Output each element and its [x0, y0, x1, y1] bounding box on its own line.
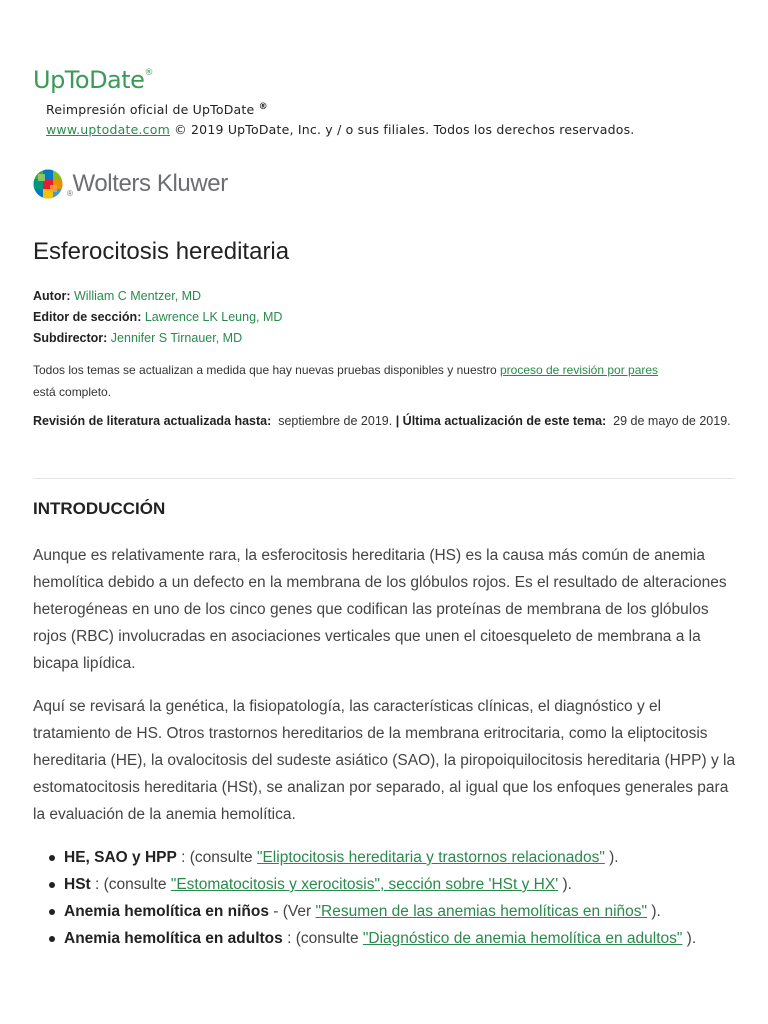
wolters-kluwer-text [67, 170, 228, 198]
lit-review-label: Revisión de literatura actualizada hasta: [33, 414, 272, 428]
wolters-kluwer-globe-icon [33, 169, 63, 199]
list-item-term: HE, SAO y HPP [64, 849, 177, 866]
related-topics-list [33, 844, 738, 952]
uptodate-logo[interactable] [33, 66, 153, 94]
list-item-term: Anemia hemolítica en adultos [64, 930, 283, 947]
author-name[interactable]: William C Mentzer, MD [73, 289, 202, 303]
list-item-pre: : (consulte [176, 849, 257, 866]
author-label: Autor: [33, 289, 71, 303]
list-item-link[interactable]: "Resumen de las anemias hemolíticas en niños" [315, 903, 648, 920]
section-title: INTRODUCCIÓN [33, 499, 166, 518]
publisher-mark: ® [67, 189, 73, 198]
last-update-date: 29 de mayo de 2019. [613, 414, 731, 428]
bullet-icon [49, 855, 55, 861]
bullet-icon [49, 909, 55, 915]
list-item-term: HSt [64, 876, 91, 893]
update-note-end: está completo. [33, 385, 112, 399]
update-note [33, 359, 733, 403]
list-item-link[interactable]: "Eliptocitosis hereditaria y trastornos relacionados" [256, 849, 605, 866]
section-editor-name[interactable]: Lawrence LK Leung, MD [144, 310, 283, 324]
copyright-text: © 2019 UpToDate, Inc. y / o sus filiales. Todos los derechos reservados. [174, 122, 635, 137]
list-item [33, 871, 738, 898]
update-note-text: Todos los temas se actualizan a medida que hay nuevas pruebas disponibles y nuestro [33, 363, 497, 377]
intro-paragraph-1: Aunque es relativamente rara, la esferocitosis hereditaria (HS) es la causa más común de anemia hemolítica debido a un defecto en la membrana de los glóbulos rojos. Es el resultado de alteraciones heterogéneas en uno de los cinco genes que codifican las proteínas de membrana de los glóbulos rojos (RBC) involucradas en asociaciones verticales que unen el citoesqueleto de membrana a la bicapa lipídica. [33, 547, 727, 672]
list-item-term: Anemia hemolítica en niños [64, 903, 269, 920]
article-title: Esferocitosis hereditaria [33, 238, 290, 265]
website-link[interactable]: www.uptodate.com [46, 122, 170, 137]
deputy-editor-label: Subdirector: [33, 331, 108, 345]
list-item-pre: : (consulte [282, 930, 363, 947]
list-item [33, 925, 738, 952]
reprint-registered-mark: ® [258, 102, 268, 112]
separator: | [395, 414, 400, 428]
list-item-post: ). [647, 903, 661, 920]
lit-review-date: septiembre de 2019. [278, 414, 393, 428]
list-item-post: ). [558, 876, 572, 893]
last-update-label: Última actualización de este tema: [402, 414, 607, 428]
publisher-name: Wolters Kluwer [72, 170, 228, 197]
list-item [33, 898, 738, 925]
reprint-text: Reimpresión oficial de UpToDate [46, 102, 255, 118]
peer-review-link[interactable]: proceso de revisión por pares [499, 363, 659, 377]
uptodate-logo-text: UpToDate [33, 66, 145, 94]
list-item-pre: - (Ver [269, 903, 316, 920]
list-item-link[interactable]: "Estomatocitosis y xerocitosis", sección sobre 'HSt y HX' [170, 876, 559, 893]
intro-paragraph-2: Aquí se revisará la genética, la fisiopatología, las características clínicas, el diagnóstico y el tratamiento de HS. Otros trastornos hereditarios de la membrana eritrocitaria, como la eliptocitosis hereditaria (HE), la ovalocitosis del sudeste asiático (SAO), la piropoiquilocitosis hereditaria (HPP) y la estomatocitosis hereditaria (HSt), se analizan por separado, al igual que los enfoques generales para la evaluación de la anemia hemolítica. [33, 698, 736, 823]
author-line [33, 289, 201, 303]
list-item-pre: : (consulte [90, 876, 171, 893]
list-item-post: ). [682, 930, 697, 947]
copyright-line [46, 122, 634, 137]
divider [33, 478, 735, 479]
section-editor-line [33, 310, 282, 324]
list-item-link[interactable]: "Diagnóstico de anemia hemolítica en adultos" [362, 930, 683, 947]
wolters-kluwer-logo[interactable] [33, 166, 228, 202]
bullet-icon [49, 882, 55, 888]
section-editor-label: Editor de sección: [33, 310, 142, 324]
deputy-editor-line [33, 331, 242, 345]
bullet-icon [49, 936, 55, 942]
registered-mark: ® [144, 68, 153, 78]
review-dates [33, 410, 733, 432]
reprint-notice [46, 102, 268, 117]
deputy-editor-name[interactable]: Jennifer S Tirnauer, MD [110, 331, 243, 345]
list-item-post: ). [604, 849, 619, 866]
list-item [33, 844, 738, 871]
